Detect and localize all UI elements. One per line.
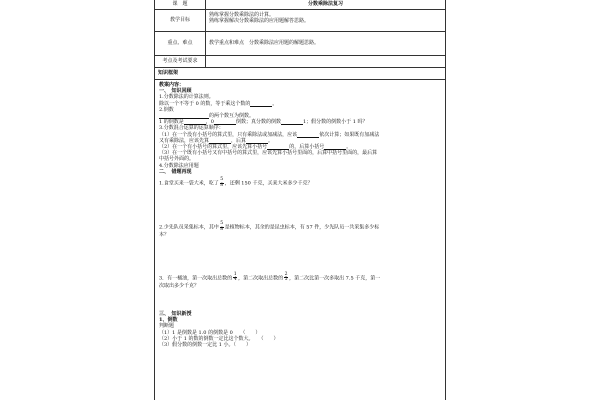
goal-label: 教学目标 <box>169 16 190 23</box>
s3-line: （3）假分数的倒数一定比 1 小。（ ） <box>159 342 252 349</box>
s1-line: 4.分数除法应用题 <box>159 162 199 169</box>
lesson-content <box>159 82 441 348</box>
s1-text: 的，后算小括号 <box>289 144 325 151</box>
goal-item: 熟练掌握分数乘除法的计算。 <box>209 12 275 18</box>
q1-text: 1.食堂买来一袋大米，吃了 <box>159 180 219 187</box>
s1-line: 又有乘除法，应该先算 ，后算 。 <box>159 137 274 144</box>
subject-label: 课 题 <box>172 1 188 8</box>
answer-blank <box>297 132 319 138</box>
fraction <box>220 178 224 188</box>
s3-line: 1、倒数 <box>159 317 178 324</box>
key-row <box>155 31 445 56</box>
fraction-numerator: 1 <box>233 271 237 277</box>
fraction-numerator: 2 <box>284 271 288 277</box>
s1-line: （2）在一个有小括号的算式里，应该先算小括号 的，后算小括号 。 <box>159 144 352 151</box>
s1-text: ，后算 <box>231 137 247 144</box>
key-label: 重点、难点 <box>167 39 193 46</box>
s3-line: （2）小于 1 的数的倒数一定比这个数大。 （ ） <box>159 335 279 342</box>
s1-text: 的两个数互为倒数。 <box>209 113 255 120</box>
section-3-title: 三、 知识新授 <box>159 311 192 318</box>
q3-text: 3．有一桶油，第一次取出总数的 <box>159 275 233 282</box>
framework-label: 知识框架 <box>158 70 179 76</box>
s1-text: 1 的倒数是 <box>159 119 184 126</box>
content-label: 教案内容： <box>159 82 185 88</box>
answer-blank <box>281 119 303 125</box>
framework-row <box>155 67 445 80</box>
fraction <box>220 222 224 232</box>
s1-line: 中括号外面的。 <box>159 156 195 163</box>
q2-text: 本？ <box>159 232 170 239</box>
question-2 <box>159 222 441 232</box>
section-2-title: 二、 错题再现 <box>159 168 192 175</box>
s1-line: 3.分数混合运算的运算顺序： <box>159 125 224 132</box>
s1-text: 依次计算；如果既有加减法 <box>319 131 380 138</box>
key-value <box>205 31 445 55</box>
q3-text: 次取出多少千克？ <box>159 282 200 289</box>
s1-text: 又有乘除法，应该先算 <box>159 137 210 144</box>
subject-value: 分数乘除法复习 <box>205 0 445 9</box>
s1-line: 1 的倒数是 ，0 倒数；真分数的倒数 1；假分数的倒数小于 1 吗？ <box>159 119 368 126</box>
fraction-denominator: 8 <box>220 226 224 232</box>
goal-row <box>155 9 445 32</box>
fraction <box>284 273 288 283</box>
answer-blank <box>250 101 272 107</box>
s3-line: （1）1 是倒数是 1.0 的倒数是 0 （ ） <box>159 329 261 336</box>
s1-text: 除以一个不等于 0 的数，等于乘这个数的 <box>159 100 251 107</box>
q3-text: ，第二次比第一次多取出 7.5 千克，第一 <box>289 275 381 282</box>
s1-line: 除以一个不等于 0 的数，等于乘这个数的 。 <box>159 100 278 107</box>
answer-space <box>159 289 441 311</box>
fraction-numerator: 5 <box>220 221 224 227</box>
s3-line: 判断题 <box>159 323 175 330</box>
answer-space <box>159 188 441 222</box>
answer-space <box>159 239 441 273</box>
s1-text: 1；假分数的倒数小于 1 吗？ <box>303 119 368 126</box>
section-1-title: 一、 知识回顾 <box>159 88 192 95</box>
q1-text: ，还剩 150 千克，买来大米多少千克？ <box>224 180 313 187</box>
q2-text: 是植物标本，其余的是昆虫标本，有 57 件，少先队员一共采集多少标 <box>224 224 380 231</box>
goal-values <box>205 9 445 31</box>
s1-text: 倒数；真分数的倒数 <box>235 119 281 126</box>
s1-text: （1）在一个没有小括号的算式里，只有乘除法或加减法，应该 <box>159 131 298 138</box>
lesson-plan-page <box>154 0 446 400</box>
s1-line: （3）在一个既有小括号又有中括号的算式里，应该先算小括号里面的，后算中括号里面的，最后算 <box>159 150 378 157</box>
s1-line: 2.倒数 <box>159 106 174 113</box>
s1-line: 1.分数除法的计算法则。 <box>159 94 214 101</box>
s1-text: 0 <box>210 119 214 126</box>
goal-item: 熟练掌握解决分数乘除法的应用题解答思路。 <box>209 18 310 25</box>
q2-text: 2.少先队员采集标本，其中 <box>159 224 219 231</box>
fraction-denominator: 4 <box>233 277 237 283</box>
key-text: 教学重点和难点 分数乘除法应用题的解题思路。 <box>209 39 320 46</box>
exam-value <box>205 55 445 67</box>
q3-text: ，第二次取出总数的 <box>238 275 284 282</box>
question-3 <box>159 273 441 283</box>
s1-text: （2）在一个有小括号的算式里，应该先算小括号 <box>159 144 268 151</box>
fraction-denominator: 5 <box>284 277 288 283</box>
fraction-numerator: 5 <box>220 177 224 183</box>
fraction <box>233 273 237 283</box>
question-1 <box>159 178 441 188</box>
exam-label: 考点及考试要求 <box>162 57 198 64</box>
fraction-denominator: 8 <box>220 182 224 188</box>
